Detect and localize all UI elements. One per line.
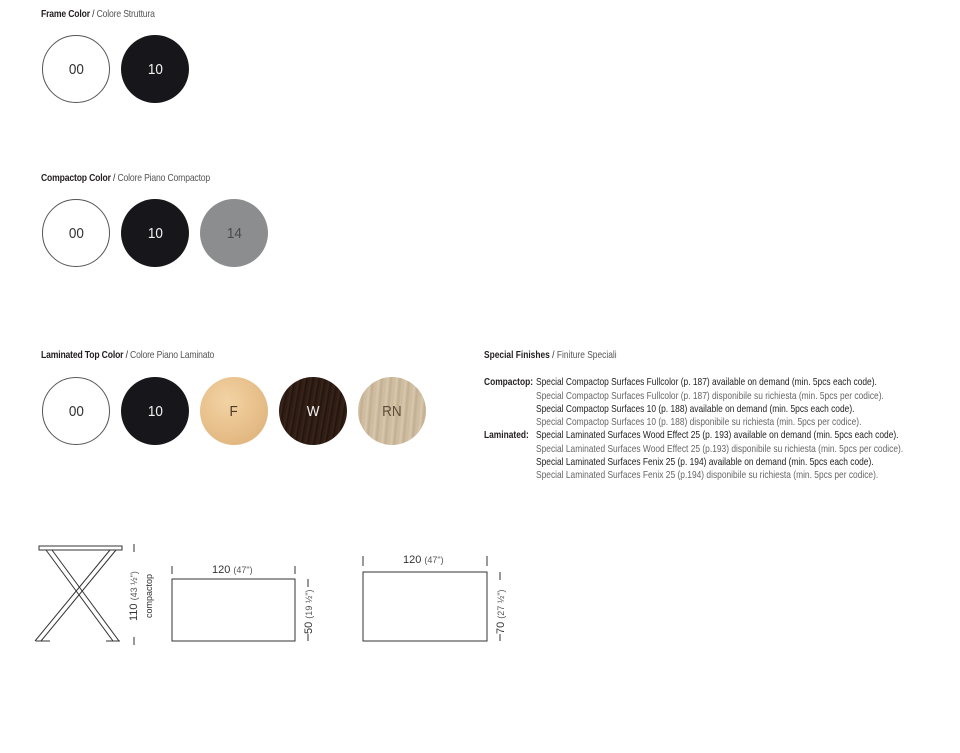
- frame-color-title-it: Colore Struttura: [96, 8, 155, 20]
- swatch-code: 14: [226, 224, 242, 242]
- side-view-drawing: [35, 544, 134, 645]
- depth-a-inches: (19 ½"): [304, 589, 314, 619]
- plan-b-top: [363, 572, 487, 641]
- swatch-code: F: [229, 402, 239, 420]
- depth-b-value: 70: [495, 621, 507, 634]
- frame-color-title-en: Frame Color: [41, 8, 90, 20]
- height-dimension: [128, 571, 140, 621]
- swatch-code: 10: [147, 60, 163, 78]
- height-inches: (43 ½"): [129, 571, 139, 601]
- swatch-code: 00: [68, 224, 84, 242]
- width-a-dimension: [212, 564, 253, 576]
- special-finishes-title-en: Special Finishes: [484, 349, 550, 361]
- laminated-color-title-en: Laminated Top Color: [41, 349, 124, 361]
- width-b-value: 120: [403, 554, 422, 566]
- compactop-line: Special Compactop Surfaces 10 (p. 188) disponibile su richiesta (min. 5pcs per codice).: [536, 416, 862, 429]
- swatch-code: 00: [68, 402, 84, 420]
- side-view-leg: [41, 550, 116, 641]
- laminated-label: Laminated:: [484, 429, 529, 442]
- compactop-line: Special Compactop Surfaces Fullcolor (p. 187) disponibile su richiesta (min. 5pcs per codice).: [536, 389, 884, 402]
- swatch-code: 00: [68, 60, 84, 78]
- compactop-color-title: Compactop Color / Colore Piano Compactop: [41, 172, 211, 184]
- laminated-color-title-it: Colore Piano Laminato: [130, 349, 215, 361]
- plan-view-b: [363, 556, 500, 641]
- compactop-color-title-it: Colore Piano Compactop: [117, 172, 211, 184]
- width-a-inches: (47"): [233, 565, 253, 575]
- compactop-color-title-en: Compactop Color: [41, 172, 111, 184]
- swatch-code: 10: [147, 224, 163, 242]
- frame-color-title: Frame Color / Colore Struttura: [41, 8, 155, 20]
- plan-view-a: [172, 566, 308, 641]
- laminated-color-title: Laminated Top Color / Colore Piano Laminato: [41, 349, 215, 361]
- laminated-line: Special Laminated Surfaces Fenix 25 (p. 194) available on demand (min. 5pcs each code).: [536, 456, 874, 469]
- depth-b-dimension: [495, 589, 507, 634]
- height-value: 110: [128, 603, 140, 621]
- depth-a-value: 50: [303, 621, 315, 634]
- swatch-code: W: [306, 402, 320, 420]
- compactop-line: Special Compactop Surfaces Fullcolor (p. 187) available on demand (min. 5pcs each code).: [536, 376, 877, 389]
- depth-b-inches: (27 ½"): [496, 589, 506, 619]
- special-finishes-title: Special Finishes / Finiture Speciali: [484, 349, 617, 361]
- laminated-line: Special Laminated Surfaces Wood Effect 25 (p. 193) available on demand (min. 5pcs each code).: [536, 429, 899, 442]
- height-note: compactop: [144, 573, 154, 618]
- width-b-inches: (47"): [424, 555, 444, 565]
- side-view-leg: [46, 550, 113, 641]
- depth-a-dimension: [303, 589, 315, 634]
- laminated-line: Special Laminated Surfaces Wood Effect 25 (p.193) disponibile su richiesta (min. 5pcs per codice).: [536, 442, 904, 455]
- side-view-leg: [35, 550, 110, 641]
- width-b-dimension: [403, 554, 444, 566]
- compactop-line: Special Compactop Surfaces 10 (p. 188) available on demand (min. 5pcs each code).: [536, 402, 855, 415]
- compactop-label: Compactop:: [484, 376, 533, 389]
- swatch-code: RN: [382, 402, 402, 420]
- laminated-line: Special Laminated Surfaces Fenix 25 (p.194) disponibile su richiesta (min. 5pcs per codice).: [536, 469, 879, 482]
- side-view-leg: [52, 550, 119, 641]
- side-view-top: [39, 546, 122, 550]
- width-a-value: 120: [212, 564, 231, 576]
- special-finishes-title-it: Finiture Speciali: [556, 349, 617, 361]
- plan-a-top: [172, 579, 295, 641]
- swatch-code: 10: [147, 402, 163, 420]
